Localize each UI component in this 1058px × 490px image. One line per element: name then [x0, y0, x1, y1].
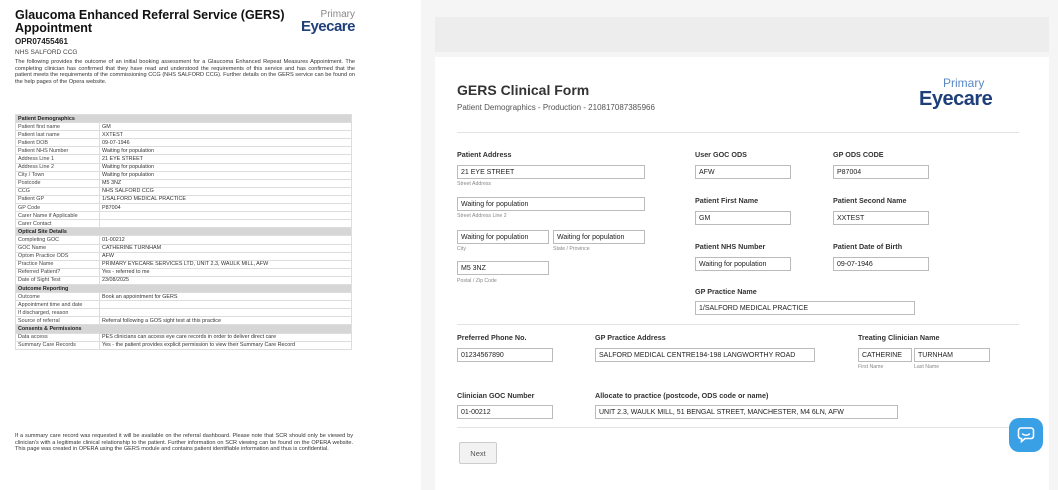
table-row [16, 171, 352, 179]
field-value: 09-07-1946 [100, 139, 352, 147]
table-row [16, 195, 352, 203]
field-label: Appointment time and date [16, 301, 100, 309]
field-value: P87004 [100, 204, 352, 212]
allocate-practice-input[interactable]: UNIT 2.3, WAULK MILL, 51 BENGAL STREET, MANCHESTER, M4 6LN, AFW [595, 405, 898, 419]
table-row [16, 220, 352, 228]
table-section-header [16, 228, 352, 236]
field-label: Patient GP [16, 195, 100, 203]
field-label: Carer Name if Applicable [16, 212, 100, 220]
field-label: City / Town [16, 171, 100, 179]
field-value: Book an appointment for GERS [100, 293, 352, 301]
table-row [16, 204, 352, 212]
logo-primary-text: Primary [943, 76, 985, 90]
field-label: Address Line 2 [16, 163, 100, 171]
table-row [16, 260, 352, 268]
clinician-name-label: Treating Clinician Name [858, 333, 940, 342]
user-goc-ods-label: User GOC ODS [695, 150, 747, 159]
table-row [16, 333, 352, 341]
street-address-input[interactable]: 21 EYE STREET [457, 165, 645, 179]
field-value: Referral following a GOS sight test at this practice [100, 317, 352, 325]
document-intro: The following provides the outcome of an initial booking assessment for a Glaucoma Enhanced Repeat Measures Appointment. The completing clinician has confirmed that they have read and understood the requirements of this service and has confirmed that the patient meets the requirements of the commissioning CCG (NHS SALFORD CCG). Further details on the GERS service can be found on the help pages of the Opera website. [15, 59, 355, 85]
street-address-2-hint: Street Address Line 2 [457, 213, 507, 219]
field-value [100, 309, 352, 317]
header-divider [457, 132, 1019, 133]
field-value: 23/08/2025 [100, 276, 352, 284]
gp-address-label: GP Practice Address [595, 333, 666, 342]
field-value: Yes - the patient provides explicit permission to view their Summary Care Record [100, 341, 352, 349]
field-label: CCG [16, 187, 100, 195]
clinician-last-name-hint: Last Name [914, 364, 940, 370]
field-label: Optom Practice ODS [16, 252, 100, 260]
field-value: XXTEST [100, 131, 352, 139]
field-value: NHS SALFORD CCG [100, 187, 352, 195]
field-label: Patient first name [16, 123, 100, 131]
primary-eyecare-logo [295, 10, 355, 34]
city-hint: City [457, 246, 466, 252]
gp-ods-code-label: GP ODS CODE [833, 150, 884, 159]
document-ccg: NHS SALFORD CCG [15, 49, 78, 56]
gp-ods-code-input[interactable]: P87004 [833, 165, 929, 179]
field-value: Waiting for population [100, 163, 352, 171]
footer-divider [457, 427, 1019, 428]
table-section-header [16, 115, 352, 123]
table-row [16, 268, 352, 276]
field-value: CATHERINE TURNHAM [100, 244, 352, 252]
table-row [16, 155, 352, 163]
field-label: GP Code [16, 204, 100, 212]
city-input[interactable]: Waiting for population [457, 230, 549, 244]
logo-eyecare-text: Eyecare [919, 88, 993, 110]
second-name-input[interactable]: XXTEST [833, 211, 929, 225]
table-row [16, 309, 352, 317]
gp-address-input[interactable]: SALFORD MEDICAL CENTRE194-198 LANGWORTHY ROAD [595, 348, 815, 362]
field-value [100, 301, 352, 309]
table-row [16, 163, 352, 171]
field-value: Yes - referred to me [100, 268, 352, 276]
field-label: GOC Name [16, 244, 100, 252]
logo-primary-text: Primary [320, 9, 355, 20]
section-title: Outcome Reporting [16, 284, 352, 292]
field-value: PRIMARY EYECARE SERVICES LTD, UNIT 2.3, WAULK MILL, AFW [100, 260, 352, 268]
table-row [16, 236, 352, 244]
field-label: Date of Sight Test [16, 276, 100, 284]
dob-label: Patient Date of Birth [833, 242, 903, 251]
field-label: Patient last name [16, 131, 100, 139]
phone-input[interactable]: 01234567890 [457, 348, 553, 362]
section-title: Optical Site Details [16, 228, 352, 236]
field-label: Referred Patient? [16, 268, 100, 276]
clinician-last-name-input[interactable]: TURNHAM [914, 348, 990, 362]
form-card [435, 57, 1049, 490]
phone-label: Preferred Phone No. [457, 333, 527, 342]
field-label: Patient DOB [16, 139, 100, 147]
gp-practice-name-label: GP Practice Name [695, 287, 757, 296]
table-row [16, 252, 352, 260]
allocate-practice-label: Allocate to practice (postcode, ODS code or name) [595, 391, 769, 400]
chat-widget-button[interactable] [1009, 418, 1043, 452]
nhs-number-label: Patient NHS Number [695, 242, 766, 251]
field-label: If discharged, reason [16, 309, 100, 317]
field-label: Carer Contact [16, 220, 100, 228]
table-row [16, 317, 352, 325]
field-label: Practice Name [16, 260, 100, 268]
field-value: Waiting for population [100, 147, 352, 155]
street-address-hint: Street Address [457, 181, 492, 187]
user-goc-ods-input[interactable]: AFW [695, 165, 791, 179]
first-name-label: Patient First Name [695, 196, 759, 205]
form-title: GERS Clinical Form [457, 82, 590, 98]
state-hint: State / Province [553, 246, 590, 252]
referral-details-table [15, 114, 352, 350]
field-value: AFW [100, 252, 352, 260]
clinician-first-name-input[interactable]: CATHERINE [858, 348, 912, 362]
table-row [16, 244, 352, 252]
section-divider [457, 324, 1019, 325]
field-value: 21 EYE STREET [100, 155, 352, 163]
first-name-input[interactable]: GM [695, 211, 791, 225]
form-subtitle: Patient Demographics - Production - 210817087385966 [457, 103, 655, 112]
section-title: Consents & Permissions [16, 325, 352, 333]
clinician-first-name-hint: First Name [858, 364, 884, 370]
patient-address-label: Patient Address [457, 150, 512, 159]
table-row [16, 276, 352, 284]
field-label: Postcode [16, 179, 100, 187]
table-row [16, 187, 352, 195]
form-panel [421, 0, 1058, 490]
field-value: M5 3NZ [100, 179, 352, 187]
table-section-header [16, 325, 352, 333]
top-bar [435, 17, 1049, 52]
next-button[interactable]: Next [459, 442, 497, 464]
field-value: 01-00212 [100, 236, 352, 244]
field-value [100, 220, 352, 228]
table-row [16, 212, 352, 220]
second-name-label: Patient Second Name [833, 196, 907, 205]
field-label: Completing GOC [16, 236, 100, 244]
section-title: Patient Demographics [16, 115, 352, 123]
clinician-goc-label: Clinician GOC Number [457, 391, 535, 400]
field-label: Outcome [16, 293, 100, 301]
field-label: Patient NHS Number [16, 147, 100, 155]
table-row [16, 147, 352, 155]
referral-document [15, 8, 355, 453]
street-address-2-input[interactable]: Waiting for population [457, 197, 645, 211]
dob-input[interactable]: 09-07-1946 [833, 257, 929, 271]
field-value: GM [100, 123, 352, 131]
state-input[interactable]: Waiting for population [553, 230, 645, 244]
field-value: PES clinicians can access eye care records in order to deliver direct care [100, 333, 352, 341]
document-footer: If a summary care record was requested it will be available on the referral dashboard. Please note that SCR should only be viewed by clinician's with a legitimate clinical relationship to the patient. Further information on SCR viewing can be found on the OPERA website. This page was created in OPERA using the GERS module and contains patient identifiable information and thus is confidential. [15, 433, 353, 453]
field-label: Summary Care Records [16, 341, 100, 349]
field-label: Address Line 1 [16, 155, 100, 163]
nhs-number-input[interactable]: Waiting for population [695, 257, 791, 271]
logo-eyecare-text: Eyecare [300, 18, 355, 35]
table-row [16, 139, 352, 147]
document-title: Glaucoma Enhanced Referral Service (GERS) Appointment [15, 8, 285, 35]
clinician-goc-input[interactable]: 01-00212 [457, 405, 553, 419]
field-value: Waiting for population [100, 171, 352, 179]
table-row [16, 293, 352, 301]
table-row [16, 301, 352, 309]
document-reference: OPR07455461 [15, 37, 68, 46]
chat-bubble-icon [1017, 426, 1035, 444]
table-row [16, 341, 352, 349]
field-value [100, 212, 352, 220]
table-section-header [16, 284, 352, 292]
field-label: Source of referral [16, 317, 100, 325]
primary-eyecare-logo [919, 77, 1019, 109]
postcode-input[interactable]: M5 3NZ [457, 261, 549, 275]
field-label: Data access [16, 333, 100, 341]
field-value: 1/SALFORD MEDICAL PRACTICE [100, 195, 352, 203]
postcode-hint: Postal / Zip Code [457, 278, 497, 284]
table-row [16, 179, 352, 187]
table-row [16, 123, 352, 131]
gp-practice-name-input[interactable]: 1/SALFORD MEDICAL PRACTICE [695, 301, 915, 315]
table-row [16, 131, 352, 139]
